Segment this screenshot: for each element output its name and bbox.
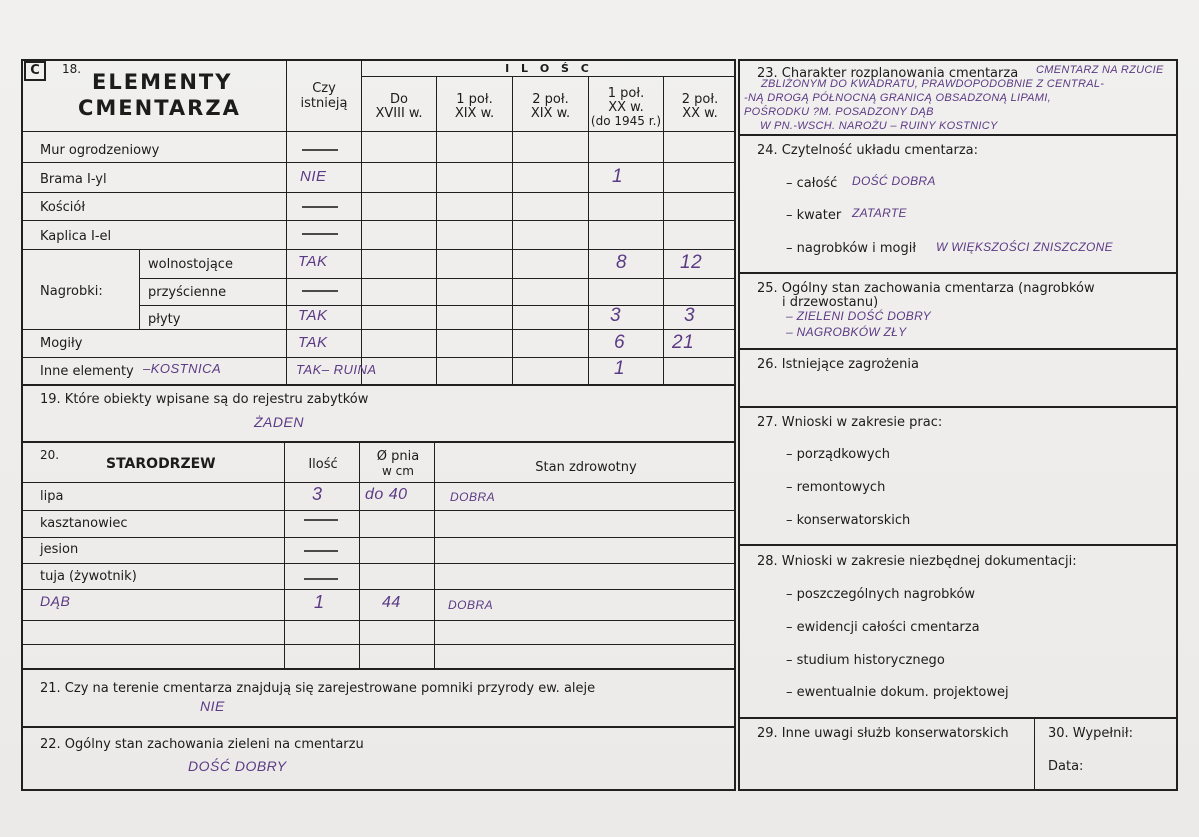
grid-line — [139, 278, 736, 279]
grid-line — [359, 443, 360, 669]
section-18-title-line1: ELEMENTY — [92, 70, 233, 94]
section-18-number: 18. — [62, 62, 82, 76]
s25-label-l1: 25. Ogólny stan zachowania cmentarza (nagrobków — [757, 281, 1095, 296]
s23-hw-line4: POŚRODKU ?M. POSADZONY DĄB — [744, 106, 934, 118]
s24-nagrobkow-hw: W WIĘKSZOŚCI ZNISZCZONE — [936, 240, 1113, 254]
period-col-1-l2: XVIII w. — [375, 106, 423, 121]
grid-line — [23, 668, 736, 670]
wolno-xx2-value: 12 — [680, 252, 703, 273]
s21-label: 21. Czy na terenie cmentarza znajdują się zarejestrowane pomniki przyrody ew. aleje — [40, 681, 596, 696]
row-kosciol-label: Kościół — [40, 200, 86, 215]
row-kaplica-label: Kaplica I-el — [40, 229, 112, 244]
s28-item-3: – ewentualnie dokum. projektowej — [786, 685, 1009, 700]
grid-line — [286, 59, 287, 385]
grid-line — [23, 510, 736, 511]
wolno-exists-value: TAK — [298, 253, 328, 270]
inne-handwritten: –KOSTNICA — [143, 361, 222, 376]
row-mur-label: Mur ogrodzeniowy — [40, 143, 160, 158]
s24-kwater: – kwater — [786, 208, 842, 223]
tree-row-1-name: kasztanowiec — [40, 516, 128, 531]
section-18-title-line2: CMENTARZA — [78, 96, 241, 120]
grid-line — [23, 131, 736, 132]
inne-exists-value: TAK– RUINA — [296, 362, 377, 377]
s24-calosc-hw: DOŚĆ DOBRA — [852, 174, 936, 188]
brama-exists-value: NIE — [300, 168, 327, 185]
grid-line — [23, 589, 736, 590]
inne-xx1-value: 1 — [614, 358, 626, 379]
s27-item-0: – porządkowych — [786, 447, 890, 462]
dash-mark — [302, 290, 338, 292]
grid-line — [23, 357, 736, 358]
row-mogily-label: Mogiły — [40, 336, 83, 351]
grid-line — [23, 329, 736, 330]
grid-line — [436, 76, 437, 385]
tree-row-0-health: DOBRA — [450, 490, 496, 504]
grid-line — [23, 384, 736, 386]
plyty-xx2-value: 3 — [684, 305, 696, 326]
grid-line — [23, 537, 736, 538]
mogily-xx2-value: 21 — [672, 332, 695, 353]
tree-row-4-health: DOBRA — [448, 598, 494, 612]
col-exists-l1: Czy — [312, 81, 336, 96]
row-nagrobki-label: Nagrobki: — [40, 284, 103, 299]
grid-line — [23, 220, 736, 221]
s23-hw-line5: W PN.-WSCH. NAROŻU – RUINY KOSTNICY — [760, 120, 998, 132]
s27-label: 27. Wnioski w zakresie prac: — [757, 415, 943, 430]
plyty-exists-value: TAK — [298, 307, 328, 324]
grid-line — [738, 272, 1178, 274]
s23-hw-line3: -NĄ DROGĄ PÓŁNOCNĄ GRANICĄ OBSADZONĄ LIPAMI, — [744, 92, 1051, 104]
grid-line — [738, 348, 1178, 350]
plyty-xx1-value: 3 — [610, 305, 622, 326]
s28-item-0: – poszczególnych nagrobków — [786, 587, 976, 602]
s25-label-l2: i drzewostanu) — [782, 295, 879, 310]
grid-line — [738, 544, 1178, 546]
s20-col-qty: Ilość — [308, 457, 338, 472]
grid-line — [23, 249, 736, 250]
grid-line — [23, 482, 736, 483]
period-col-5-l2: XX w. — [682, 106, 718, 121]
mogily-exists-value: TAK — [298, 334, 328, 351]
s29-label: 29. Inne uwagi służb konserwatorskich — [757, 726, 1009, 741]
s28-item-1: – ewidencji całości cmentarza — [786, 620, 980, 635]
grid-line — [23, 620, 736, 621]
row-inne-label: Inne elementy — [40, 364, 134, 379]
s22-label: 22. Ogólny stan zachowania zieleni na cmentarzu — [40, 737, 364, 752]
s19-label: 19. Które obiekty wpisane są do rejestru zabytków — [40, 392, 369, 407]
period-col-3-l1: 2 poł. — [532, 92, 569, 107]
period-col-2-l2: XIX w. — [454, 106, 495, 121]
period-col-3-l2: XIX w. — [530, 106, 571, 121]
form-code-box: C — [24, 61, 46, 81]
grid-line — [23, 563, 736, 564]
tree-row-3-name: tuja (żywotnik) — [40, 569, 137, 584]
s28-item-2: – studium historycznego — [786, 653, 945, 668]
grid-line — [23, 162, 736, 163]
grid-line — [23, 192, 736, 193]
ilosc-header: I L O Ś C — [505, 62, 593, 75]
s24-nagrobkow: – nagrobków i mogił — [786, 241, 917, 256]
tree-row-2-name: jesion — [40, 542, 79, 557]
tree-row-0-qty: 3 — [312, 484, 323, 504]
brama-xx1-value: 1 — [612, 166, 624, 187]
dash-mark — [304, 550, 338, 552]
tree-row-4-name: DĄB — [40, 593, 71, 609]
s24-label: 24. Czytelność układu cmentarza: — [757, 143, 979, 158]
s20-col-health: Stan zdrowotny — [535, 460, 637, 475]
s25-hw-line2: – NAGROBKÓW ZŁY — [786, 325, 907, 339]
row-wolno-label: wolnostojące — [148, 257, 233, 272]
dash-mark — [304, 519, 338, 521]
dash-mark — [304, 578, 338, 580]
dash-mark — [302, 149, 338, 151]
s21-answer: NIE — [200, 698, 225, 714]
s20-number: 20. — [40, 448, 60, 462]
wolno-xx1-value: 8 — [616, 252, 628, 273]
period-col-4-l2: XX w. — [608, 100, 644, 115]
grid-line — [1034, 718, 1035, 791]
grid-line — [588, 76, 589, 385]
s25-hw-line1: – ZIELENI DOŚĆ DOBRY — [786, 309, 931, 323]
s20-col-diam-l2: w cm — [382, 464, 414, 478]
period-col-4-l1: 1 poł. — [607, 86, 645, 101]
s22-answer: DOŚĆ DOBRY — [188, 758, 287, 774]
grid-line — [361, 76, 736, 77]
grid-line — [361, 59, 362, 385]
period-col-4-l3: (do 1945 r.) — [590, 114, 662, 128]
dash-mark — [302, 206, 338, 208]
s20-title: STARODRZEW — [106, 456, 216, 472]
grid-line — [512, 76, 513, 385]
s26-label: 26. Istniejące zagrożenia — [757, 357, 919, 372]
grid-line — [23, 441, 736, 443]
tree-row-0-diam: do 40 — [365, 486, 408, 503]
grid-line — [738, 134, 1178, 136]
grid-line — [738, 717, 1178, 719]
s28-label: 28. Wnioski w zakresie niezbędnej dokumentacji: — [757, 554, 1077, 569]
tree-row-0-name: lipa — [40, 489, 64, 504]
grid-line — [23, 726, 736, 728]
grid-line — [139, 305, 736, 306]
grid-line — [284, 443, 285, 669]
s23-label: 23. Charakter rozplanowania cmentarza — [757, 66, 1019, 81]
s27-item-2: – konserwatorskich — [786, 513, 911, 528]
s20-col-diam-l1: Ø pnia — [376, 449, 420, 464]
grid-line — [434, 443, 435, 669]
row-brama-label: Brama I-yl — [40, 172, 107, 187]
s27-item-1: – remontowych — [786, 480, 886, 495]
period-col-1-l1: Do — [390, 92, 408, 107]
row-przysc-label: przyścienne — [148, 285, 227, 300]
period-col-5-l1: 2 poł. — [681, 92, 719, 107]
grid-line — [23, 644, 736, 645]
grid-line — [738, 406, 1178, 408]
s24-calosc: – całość — [786, 176, 838, 191]
tree-row-4-qty: 1 — [314, 592, 325, 612]
s23-hw-line1: CMENTARZ NA RZUCIE — [1036, 64, 1164, 76]
s24-kwater-hw: ZATARTE — [852, 206, 907, 220]
col-exists-l2: istnieją — [300, 96, 348, 111]
dash-mark — [302, 233, 338, 235]
grid-line — [139, 250, 140, 329]
period-col-2-l1: 1 poł. — [456, 92, 493, 107]
s23-hw-line2: ZBLIŻONYM DO KWADRATU, PRAWDOPODOBNIE Z CENTRAL- — [761, 78, 1105, 90]
s30-label: 30. Wypełnił: — [1048, 726, 1133, 741]
grid-line — [663, 76, 664, 385]
tree-row-4-diam: 44 — [382, 594, 401, 611]
s30-date: Data: — [1048, 759, 1084, 774]
s19-answer: ŻADEN — [254, 414, 304, 430]
mogily-xx1-value: 6 — [614, 332, 626, 353]
row-plyty-label: płyty — [148, 312, 181, 327]
